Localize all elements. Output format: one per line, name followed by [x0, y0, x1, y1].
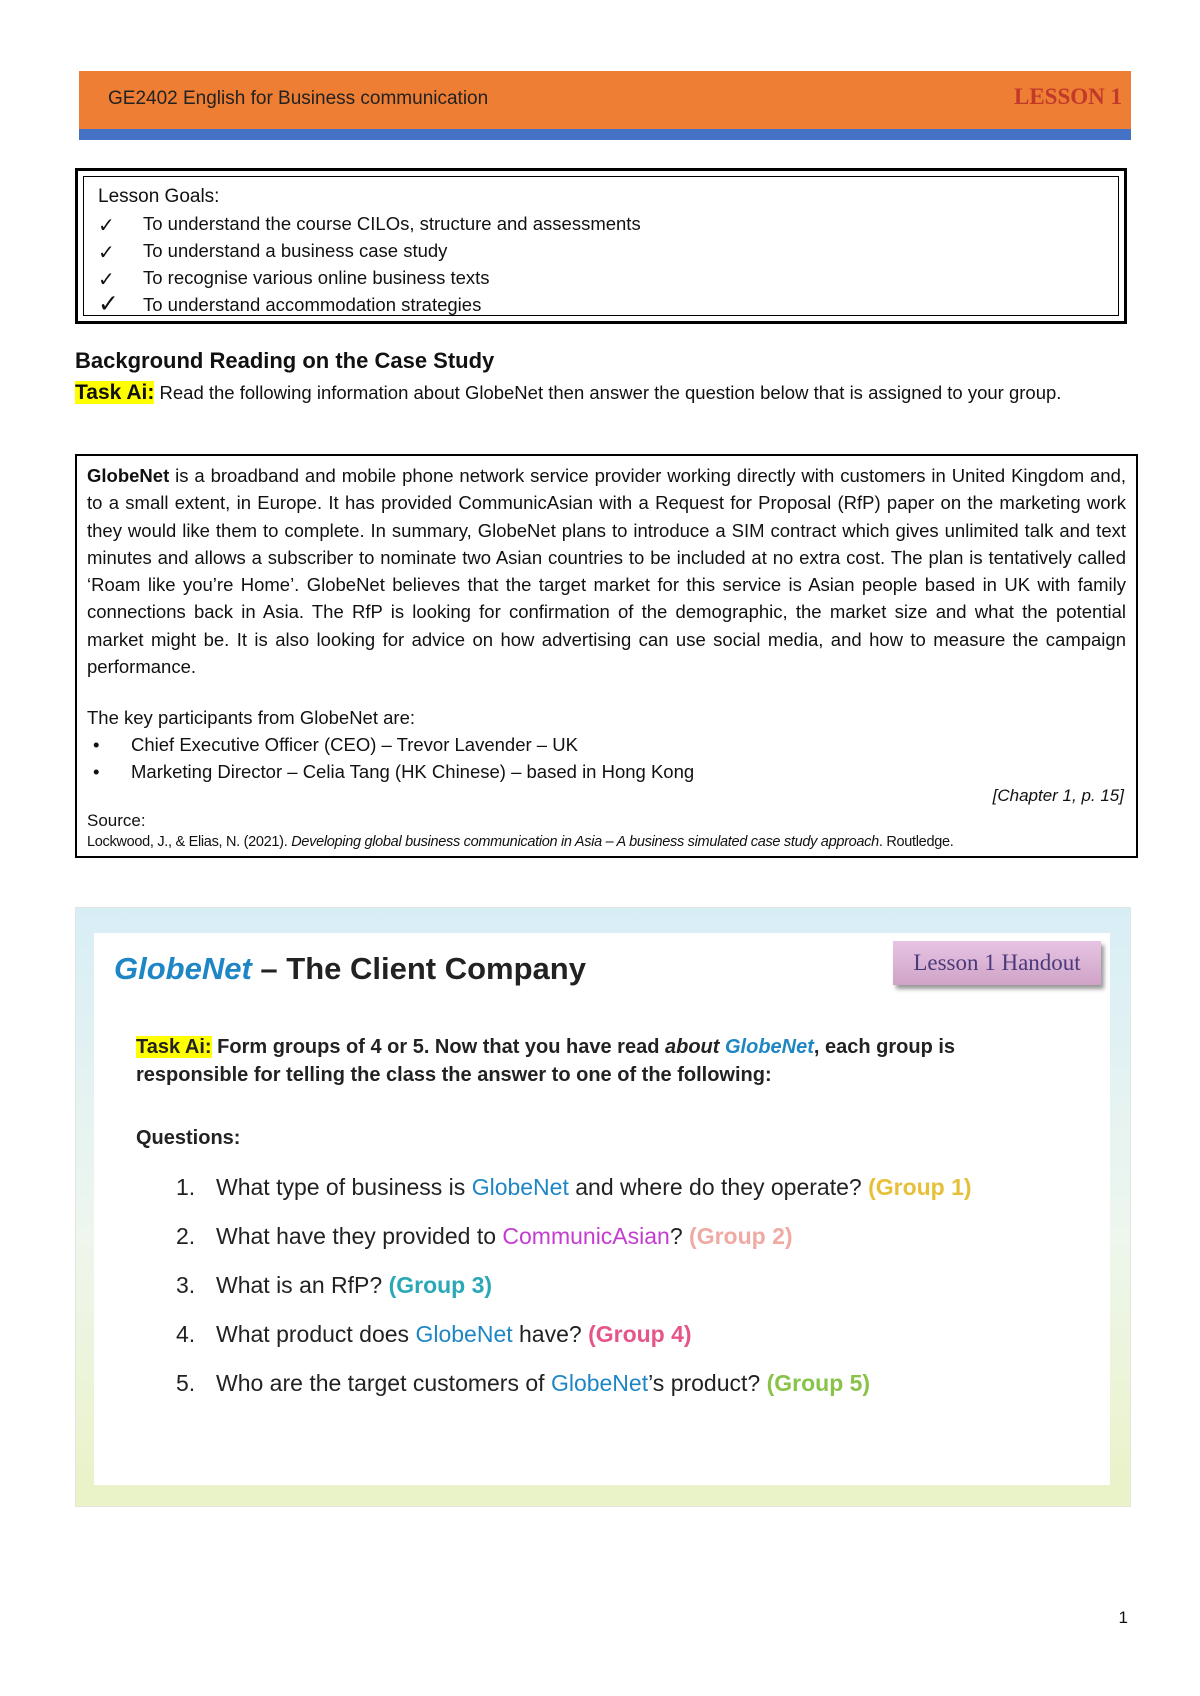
lesson-goals-heading: Lesson Goals: — [98, 186, 220, 207]
question-item: 4. What product does GlobeNet have? (Group 4) — [176, 1321, 692, 1347]
globenet-info-box — [75, 454, 1138, 858]
checkmark-icon: ✓ — [98, 269, 115, 291]
bullet-icon: • — [93, 761, 100, 782]
chapter-reference: [Chapter 1, p. 15] — [992, 786, 1124, 805]
task-instruction — [75, 379, 1129, 406]
goal-item: ✓ To understand accommodation strategies — [98, 290, 482, 318]
checkmark-icon: ✓ — [98, 290, 119, 318]
goal-item: ✓ To understand the course CILOs, structure and assessments — [98, 213, 641, 237]
header-accent-strip — [79, 129, 1131, 140]
globenet-lead: GlobeNet — [87, 465, 170, 486]
citation: Lockwood, J., & Elias, N. (2021). Developing global business communication in Asia – A business simulated case study approach. Routledge. — [87, 834, 954, 850]
participants-heading: The key participants from GlobeNet are: — [87, 707, 416, 728]
globenet-description: GlobeNet is a broadband and mobile phone network service provider working directly with customers in United Kingdom and, to a small extent, in Europe. It has provided CommunicAsian with a Request for Proposal (RfP) paper on the marketing work they would like them to complete. In summary, GlobeNet plans to introduce a SIM contract which gives unlimited talk and text minutes and allows a subscriber to nominate two Asian countries to be included at no extra cost. The plan is tentatively called ‘Roam like you’re Home’. GlobeNet believes that the target market for this service is Asian people based in UK with family connections back in Asia. The RfP is looking for confirmation of the demographic, the market size and what the potential market might be. It is also looking for advice on how advertising can use social media, and how to measure the campaign performance. — [87, 465, 1127, 678]
course-title: GE2402 English for Business communication — [108, 88, 489, 109]
checkmark-icon: ✓ — [98, 242, 115, 264]
question-item: 2. What have they provided to CommunicAsian? (Group 2) — [176, 1223, 793, 1249]
checkmark-icon: ✓ — [98, 215, 115, 237]
page-number: 1 — [1118, 1608, 1128, 1627]
task-label: Task Ai: — [75, 381, 155, 404]
goal-item: ✓ To recognise various online business texts — [98, 267, 490, 291]
participant-item: • Marketing Director – Celia Tang (HK Chinese) – based in Hong Kong — [87, 761, 694, 783]
bullet-icon: • — [93, 734, 100, 755]
goal-item: ✓ To understand a business case study — [98, 240, 448, 264]
lesson-goals-box — [75, 168, 1127, 324]
question-item: 5. Who are the target customers of GlobeNet’s product? (Group 5) — [176, 1370, 871, 1396]
slide-task-instruction: Task Ai: Form groups of 4 or 5. Now that you have read about GlobeNet, each group is responsible for telling the class the answer to one of the following: — [136, 1036, 956, 1086]
slide-content — [94, 933, 1110, 1485]
participant-item: • Chief Executive Officer (CEO) – Trevor Lavender – UK — [87, 734, 578, 756]
section-heading: Background Reading on the Case Study — [75, 348, 495, 373]
question-item: 3. What is an RfP? (Group 3) — [176, 1272, 493, 1298]
handout-slide — [75, 907, 1131, 1507]
question-item: 1. What type of business is GlobeNet and where do they operate? (Group 1) — [176, 1174, 972, 1200]
handout-badge: Lesson 1 Handout — [893, 941, 1101, 985]
questions-heading: Questions: — [136, 1127, 241, 1149]
lesson-label: LESSON 1 — [1013, 84, 1122, 109]
task-text: Read the following information about GlobeNet then answer the question below that is assigned to your group. — [159, 382, 1062, 403]
slide-title: GlobeNet – The Client Company — [114, 951, 586, 986]
source-label: Source: — [87, 811, 146, 830]
